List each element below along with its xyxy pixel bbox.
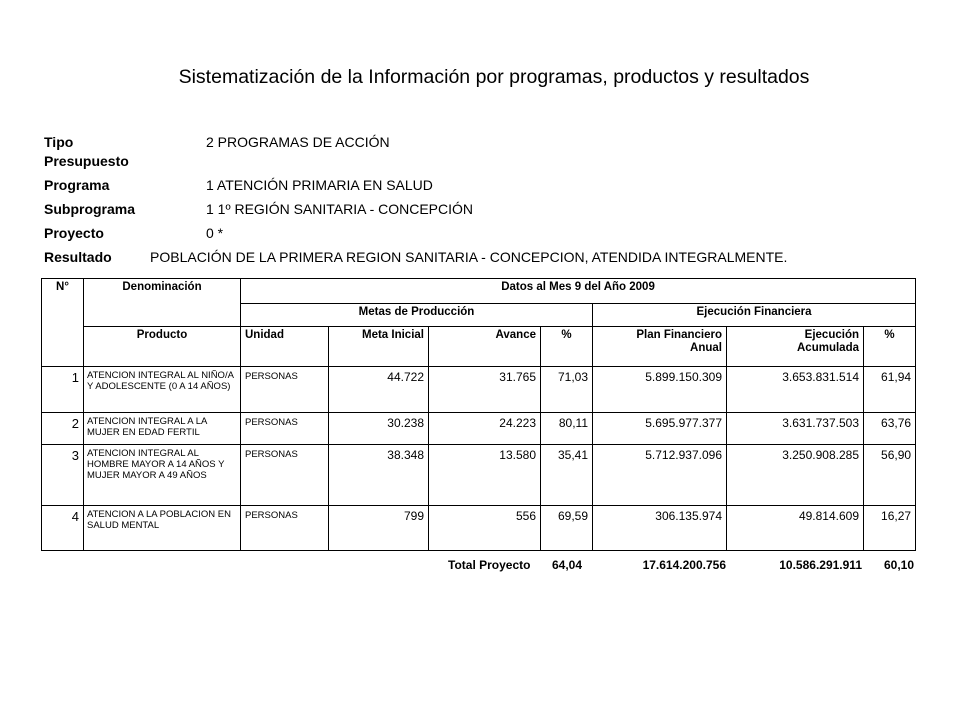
cell-pct: 69,59	[541, 506, 593, 551]
cell-pct: 71,03	[541, 367, 593, 413]
cell-meta-inicial: 30.238	[329, 413, 429, 445]
header-plan-line1: Plan Financiero	[636, 329, 722, 341]
cell-meta-inicial: 38.348	[329, 445, 429, 506]
production-table	[41, 278, 916, 551]
header-ejecucion-acumulada	[727, 327, 864, 367]
table-row	[42, 506, 916, 551]
cell-no: 4	[42, 506, 84, 551]
cell-meta-inicial: 799	[329, 506, 429, 551]
table-row	[42, 445, 916, 506]
header-ejecucion-financiera: Ejecución Financiera	[593, 304, 916, 327]
info-label: Resultado	[44, 249, 112, 265]
cell-no: 2	[42, 413, 84, 445]
info-value: 1 ATENCIÓN PRIMARIA EN SALUD	[206, 177, 433, 193]
table-row	[42, 413, 916, 445]
cell-unidad: PERSONAS	[241, 413, 329, 445]
header-ejec-line2: Acumulada	[797, 342, 859, 354]
cell-plan: 5.712.937.096	[593, 445, 727, 506]
cell-pct-ejecucion: 61,94	[864, 367, 916, 413]
info-label: Tipo	[44, 134, 74, 150]
cell-producto: ATENCION INTEGRAL AL NIÑO/A Y ADOLESCENTE (0 A 14 AÑOS)	[84, 367, 241, 413]
cell-ejecucion: 3.631.737.503	[727, 413, 864, 445]
header-pct: %	[541, 327, 593, 367]
cell-avance: 24.223	[429, 413, 541, 445]
cell-avance: 31.765	[429, 367, 541, 413]
cell-unidad: PERSONAS	[241, 445, 329, 506]
cell-ejecucion: 49.814.609	[727, 506, 864, 551]
page-title: Sistematización de la Información por programas, productos y resultados	[178, 66, 810, 88]
cell-producto: ATENCION A LA POBLACION EN SALUD MENTAL	[84, 506, 241, 551]
cell-pct: 80,11	[541, 413, 593, 445]
total-plan: 17.614.200.756	[642, 558, 726, 572]
header-producto: Producto	[84, 327, 241, 367]
total-label: Total Proyecto	[448, 558, 531, 572]
cell-ejecucion: 3.653.831.514	[727, 367, 864, 413]
cell-no: 1	[42, 367, 84, 413]
info-value: 1 1º REGIÓN SANITARIA - CONCEPCIÓN	[206, 201, 474, 217]
cell-no: 3	[42, 445, 84, 506]
info-value: POBLACIÓN DE LA PRIMERA REGION SANITARIA - CONCEPCION, ATENDIDA INTEGRALMENTE.	[150, 249, 788, 265]
cell-plan: 306.135.974	[593, 506, 727, 551]
cell-meta-inicial: 44.722	[329, 367, 429, 413]
info-label: Programa	[44, 177, 110, 193]
info-label: Proyecto	[44, 225, 104, 241]
cell-unidad: PERSONAS	[241, 506, 329, 551]
total-pct-ejecucion: 60,10	[883, 558, 914, 572]
table-row	[42, 367, 916, 413]
cell-plan: 5.695.977.377	[593, 413, 727, 445]
cell-unidad: PERSONAS	[241, 367, 329, 413]
cell-producto: ATENCION INTEGRAL AL HOMBRE MAYOR A 14 AÑOS Y MUJER MAYOR A 49 AÑOS	[84, 445, 241, 506]
cell-plan: 5.899.150.309	[593, 367, 727, 413]
cell-avance: 556	[429, 506, 541, 551]
header-ejec-line1: Ejecución	[804, 329, 859, 341]
header-meta-inicial: Meta Inicial	[329, 327, 429, 367]
header-avance: Avance	[429, 327, 541, 367]
header-plan-line2: Anual	[690, 342, 722, 354]
header-datos: Datos al Mes 9 del Año 2009	[241, 279, 916, 304]
header-metas: Metas de Producción	[241, 304, 593, 327]
header-pct-ejecucion: %	[864, 327, 916, 367]
info-value: 0 *	[206, 225, 224, 241]
header-no: N°	[42, 279, 84, 367]
cell-pct-ejecucion: 16,27	[864, 506, 916, 551]
cell-producto: ATENCION INTEGRAL A LA MUJER EN EDAD FERTIL	[84, 413, 241, 445]
cell-pct-ejecucion: 63,76	[864, 413, 916, 445]
header-plan	[593, 327, 727, 367]
header-unidad: Unidad	[241, 327, 329, 367]
cell-avance: 13.580	[429, 445, 541, 506]
header-denominacion: Denominación	[84, 279, 241, 327]
total-ejecucion: 10.586.291.911	[779, 558, 862, 572]
info-label: Subprograma	[44, 201, 136, 217]
cell-pct: 35,41	[541, 445, 593, 506]
total-pct: 64,04	[551, 558, 582, 572]
cell-pct-ejecucion: 56,90	[864, 445, 916, 506]
info-value: 2 PROGRAMAS DE ACCIÓN	[206, 134, 390, 150]
cell-ejecucion: 3.250.908.285	[727, 445, 864, 506]
info-label: Presupuesto	[44, 153, 129, 169]
